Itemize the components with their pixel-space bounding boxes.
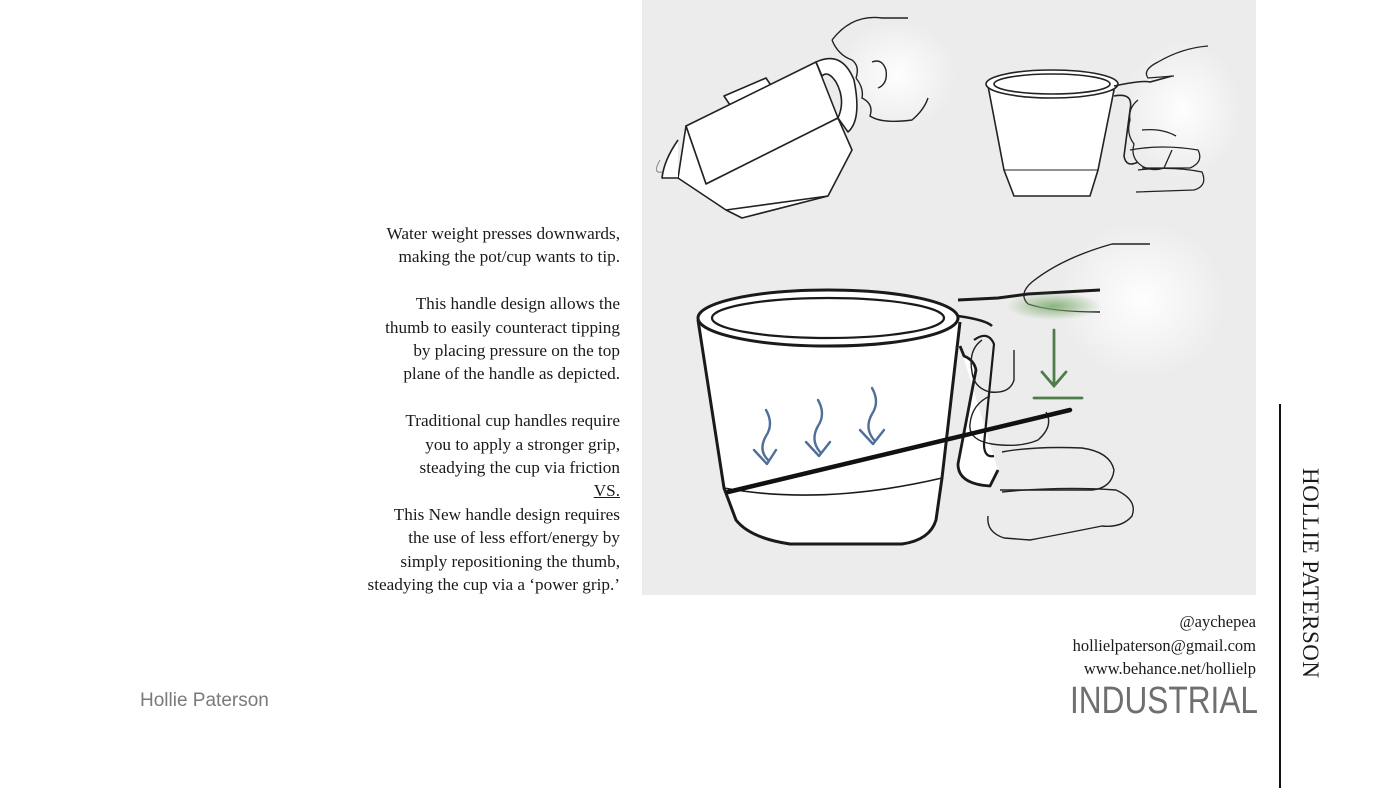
description-line: the use of less effort/energy by: [408, 528, 620, 548]
description-line: thumb to easily counteract tipping: [385, 317, 620, 337]
footer-author-name: Hollie Paterson: [140, 690, 269, 711]
description-text: [330, 222, 620, 596]
vertical-divider: [1279, 404, 1281, 788]
website-link[interactable]: www.behance.net/hollielp: [1083, 659, 1256, 678]
description-line: making the pot/cup wants to tip.: [398, 247, 620, 267]
industrial-logo-text: INDUSTRIAL: [1070, 680, 1258, 722]
description-line: by placing pressure on the top: [413, 341, 620, 361]
social-handle[interactable]: @aychepea: [1179, 612, 1256, 631]
description-line: steadying the cup via a ‘power grip.’: [367, 575, 620, 595]
description-line: steadying the cup via friction: [419, 458, 620, 478]
description-line: This handle design allows the: [415, 294, 620, 314]
description-line: Traditional cup handles require: [405, 411, 620, 431]
contact-info: [1073, 610, 1256, 681]
description-line: Water weight presses downwards,: [386, 224, 620, 243]
description-line: simply repositioning the thumb,: [400, 551, 620, 571]
vs-label: VS.: [593, 481, 620, 501]
email-address[interactable]: hollielpaterson@gmail.com: [1072, 635, 1256, 655]
description-line: you to apply a stronger grip,: [425, 434, 620, 454]
industrial-logo: [1070, 680, 1260, 722]
teapot-sketch: [656, 59, 856, 218]
cup-sketch-illustration: [642, 0, 1256, 595]
description-line: plane of the handle as depicted.: [403, 364, 620, 384]
description-line: This New handle design requires: [393, 504, 620, 524]
side-title: HOLLIE PATERSON: [1298, 468, 1323, 679]
